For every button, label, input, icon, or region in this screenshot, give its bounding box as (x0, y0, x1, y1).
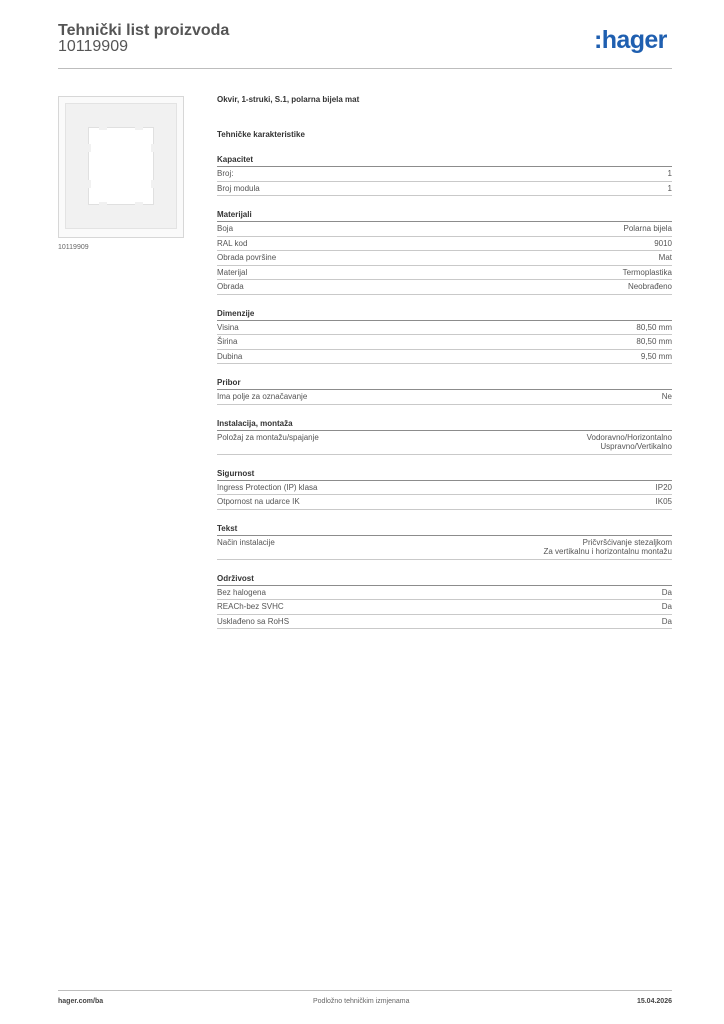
spec-section (217, 155, 672, 196)
spec-section (217, 419, 672, 455)
spec-label: Broj modula (217, 183, 260, 193)
image-caption: 10119909 (58, 244, 89, 251)
spec-value: Termoplastika (622, 267, 672, 277)
spec-row (217, 536, 672, 560)
spec-row (217, 280, 672, 295)
spec-label: Ima polje za označavanje (217, 392, 308, 401)
spec-value: Da (661, 587, 672, 597)
spec-row (217, 321, 672, 336)
spec-section (217, 309, 672, 365)
spec-value: 80,50 mm (636, 322, 672, 332)
section-title: Materijali (217, 210, 672, 222)
frame-notch (151, 180, 155, 188)
frame-notch (135, 126, 143, 130)
header-divider (58, 68, 672, 69)
section-title: Pribor (217, 378, 672, 390)
spec-label: Otpornost na udarce IK (217, 497, 300, 506)
frame-outer (65, 103, 177, 229)
section-title: Dimenzije (217, 309, 672, 321)
spec-value: 9010 (654, 238, 672, 248)
document-title: Tehnički list proizvoda (58, 22, 230, 39)
spec-label: Položaj za montažu/spajanje (217, 432, 319, 442)
spec-value: Mat (658, 253, 672, 262)
spec-row (217, 222, 672, 237)
spec-row (217, 586, 672, 601)
spec-label: Obrada (217, 282, 244, 291)
section-title: Sigurnost (217, 469, 672, 481)
section-title: Instalacija, montaža (217, 419, 672, 431)
spec-value: 80,50 mm (636, 337, 672, 346)
section-title: Održivost (217, 574, 672, 586)
tech-heading: Tehničke karakteristike (217, 130, 305, 139)
product-name: Okvir, 1-struki, S.1, polarna bijela mat (217, 95, 360, 104)
spec-label: Materijal (217, 267, 248, 277)
spec-value: Da (661, 602, 672, 611)
spec-value: Neobrađeno (627, 282, 672, 291)
frame-notch (87, 180, 91, 188)
spec-label: Broj: (217, 169, 234, 178)
spec-row (217, 600, 672, 615)
spec-section (217, 524, 672, 560)
section-title: Tekst (217, 524, 672, 536)
spec-label: Dubina (217, 351, 243, 361)
footer-note: Podložno tehničkim izmjenama (313, 998, 410, 1005)
spec-row (217, 335, 672, 350)
spec-label: Način instalacije (217, 537, 275, 547)
spec-row (217, 615, 672, 630)
spec-value: Pričvršćivanje stezaljkom Za vertikalnu i horizontalnu montažu (543, 537, 672, 556)
spec-label: Visina (217, 322, 239, 332)
spec-label: RAL kod (217, 238, 248, 248)
spec-row (217, 481, 672, 496)
spec-row (217, 237, 672, 252)
spec-label: Obrada površine (217, 253, 277, 262)
spec-value: 9,50 mm (640, 351, 672, 361)
spec-content (217, 95, 672, 629)
spec-value: 1 (667, 183, 672, 193)
spec-row (217, 390, 672, 405)
spec-section (217, 378, 672, 405)
spec-label: Usklađeno sa RoHS (217, 616, 290, 626)
spec-section (217, 574, 672, 630)
spec-row (217, 167, 672, 182)
spec-value: Polarna bijela (623, 224, 672, 233)
spec-value: IP20 (655, 482, 672, 492)
spec-label: Ingress Protection (IP) klasa (217, 482, 318, 492)
frame-notch (135, 202, 143, 206)
footer-divider (58, 990, 672, 991)
frame-notch (99, 126, 107, 130)
spec-value: Ne (661, 392, 672, 401)
frame-opening (88, 127, 154, 205)
frame-notch (151, 144, 155, 152)
spec-value: Da (661, 616, 672, 626)
section-title: Kapacitet (217, 155, 672, 167)
spec-row (217, 251, 672, 266)
frame-notch (87, 144, 91, 152)
spec-label: Bez halogena (217, 587, 266, 597)
spec-row (217, 266, 672, 281)
spec-row (217, 495, 672, 510)
spec-section (217, 469, 672, 510)
footer-website: hager.com/ba (58, 998, 104, 1005)
spec-value: Vodoravno/Horizontalno Uspravno/Vertikalno (586, 432, 672, 451)
spec-sections (217, 155, 672, 629)
frame-notch (99, 202, 107, 206)
spec-label: Širina (217, 337, 238, 346)
spec-row (217, 431, 672, 455)
footer-date: 15.04.2026 (636, 998, 672, 1005)
hager-logo: :hager (594, 26, 667, 54)
spec-row (217, 350, 672, 365)
spec-row (217, 182, 672, 197)
spec-label: Boja (217, 224, 234, 233)
spec-value: 1 (667, 169, 672, 178)
spec-section (217, 210, 672, 295)
product-number: 10119909 (58, 38, 128, 55)
spec-value: IK05 (655, 497, 672, 506)
spec-label: REACh-bez SVHC (217, 602, 284, 611)
product-image (58, 96, 184, 238)
